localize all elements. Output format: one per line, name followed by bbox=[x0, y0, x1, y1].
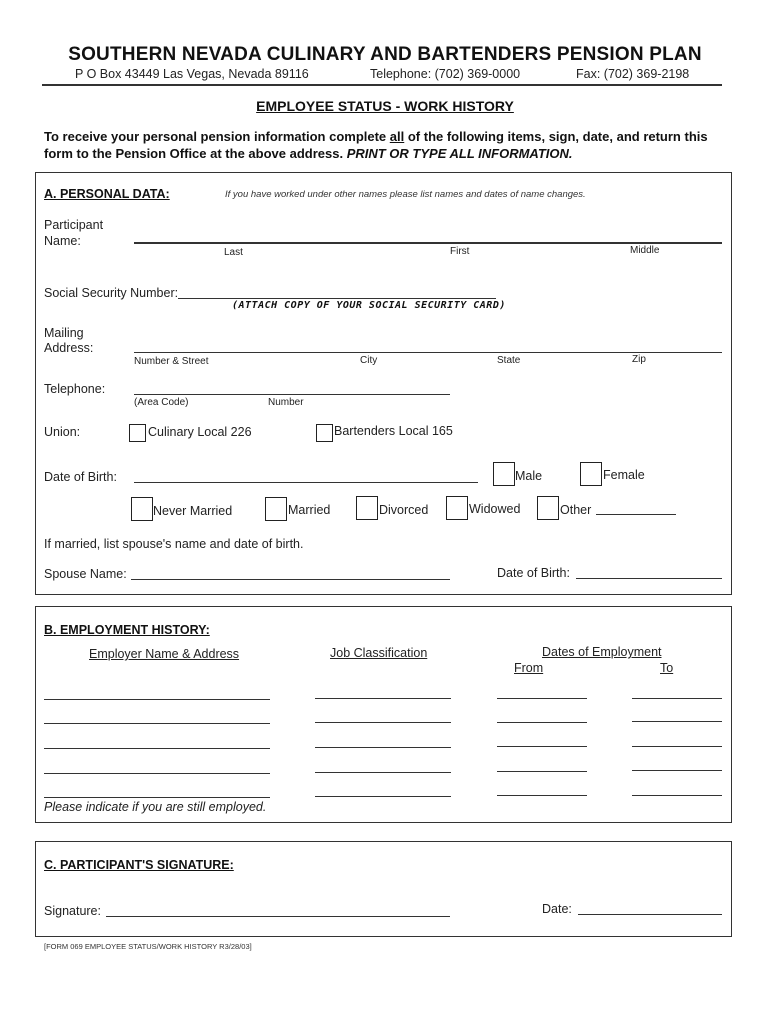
divorced-checkbox[interactable] bbox=[356, 496, 378, 520]
instructions-part2: of the following items, sign, date, and return this form to the Pension Office at the above address. bbox=[44, 129, 708, 161]
other-status-field[interactable] bbox=[596, 514, 676, 515]
plan-address: P O Box 43449 Las Vegas, Nevada 89116 bbox=[75, 67, 309, 81]
female-checkbox[interactable] bbox=[580, 462, 602, 486]
to-date-line[interactable] bbox=[632, 698, 722, 699]
instructions-emphasis: all bbox=[389, 129, 405, 144]
still-employed-note: Please indicate if you are still employed. bbox=[44, 800, 267, 814]
dob-field[interactable] bbox=[134, 482, 478, 483]
mailing-address-field[interactable] bbox=[134, 352, 722, 353]
plan-fax: Fax: (702) 369-2198 bbox=[576, 67, 690, 81]
ssn-note: (ATTACH COPY OF YOUR SOCIAL SECURITY CARD) bbox=[232, 300, 506, 311]
from-column-header: From bbox=[514, 661, 544, 675]
to-date-line[interactable] bbox=[632, 795, 722, 796]
from-date-line[interactable] bbox=[497, 795, 587, 796]
zip-caption: Zip bbox=[632, 354, 646, 365]
spouse-name-field[interactable] bbox=[131, 579, 450, 580]
form-title: EMPLOYEE STATUS - WORK HISTORY bbox=[256, 98, 514, 114]
male-label: Male bbox=[515, 469, 543, 483]
city-caption: City bbox=[360, 355, 378, 366]
job-line[interactable] bbox=[315, 747, 451, 748]
date-label: Date: bbox=[542, 902, 572, 916]
telephone-field[interactable] bbox=[134, 394, 450, 395]
bartenders-165-label: Bartenders Local 165 bbox=[334, 424, 453, 438]
mailing-label: Mailing bbox=[44, 326, 84, 340]
header-divider bbox=[42, 84, 722, 86]
section-a-title: A. PERSONAL DATA: bbox=[44, 187, 170, 201]
print-instruction: PRINT OR TYPE ALL INFORMATION. bbox=[346, 146, 573, 161]
dob-label: Date of Birth: bbox=[44, 470, 117, 484]
from-date-line[interactable] bbox=[497, 698, 587, 699]
to-column-header: To bbox=[660, 661, 674, 675]
address-label: Address: bbox=[44, 341, 94, 355]
plan-telephone: Telephone: (702) 369-0000 bbox=[370, 67, 521, 81]
widowed-label: Widowed bbox=[469, 502, 521, 516]
spouse-dob-field[interactable] bbox=[576, 578, 722, 579]
instructions-part1: To receive your personal pension information complete bbox=[44, 129, 390, 144]
married-label: Married bbox=[288, 503, 331, 517]
dates-column-header: Dates of Employment bbox=[542, 645, 662, 659]
to-date-line[interactable] bbox=[632, 746, 722, 747]
employer-line[interactable] bbox=[44, 797, 270, 798]
culinary-226-checkbox[interactable] bbox=[129, 424, 146, 442]
first-name-caption: First bbox=[450, 246, 470, 257]
from-date-line[interactable] bbox=[497, 746, 587, 747]
never-married-checkbox[interactable] bbox=[131, 497, 153, 521]
employer-line[interactable] bbox=[44, 723, 270, 724]
ssn-label: Social Security Number: bbox=[44, 286, 179, 300]
section-b-title: B. EMPLOYMENT HISTORY: bbox=[44, 623, 210, 637]
job-line[interactable] bbox=[315, 796, 451, 797]
male-checkbox[interactable] bbox=[493, 462, 515, 486]
from-date-line[interactable] bbox=[497, 722, 587, 723]
married-checkbox[interactable] bbox=[265, 497, 287, 521]
section-c-title: C. PARTICIPANT'S SIGNATURE: bbox=[44, 858, 234, 872]
plan-title: SOUTHERN NEVADA CULINARY AND BARTENDERS PENSION PLAN bbox=[68, 44, 702, 65]
divorced-label: Divorced bbox=[379, 503, 429, 517]
form-footer: [FORM 069 EMPLOYEE STATUS/WORK HISTORY R3/28/03] bbox=[44, 942, 252, 951]
from-date-line[interactable] bbox=[497, 771, 587, 772]
to-date-line[interactable] bbox=[632, 770, 722, 771]
signature-field[interactable] bbox=[106, 916, 450, 917]
job-line[interactable] bbox=[315, 698, 451, 699]
participant-label: Participant bbox=[44, 218, 104, 232]
participant-name-field[interactable] bbox=[134, 242, 722, 244]
signature-section bbox=[35, 841, 732, 937]
ssn-field[interactable] bbox=[178, 298, 496, 299]
widowed-checkbox[interactable] bbox=[446, 496, 468, 520]
employer-column-header: Employer Name & Address bbox=[89, 647, 240, 661]
spouse-name-label: Spouse Name: bbox=[44, 567, 127, 581]
job-line[interactable] bbox=[315, 772, 451, 773]
employer-line[interactable] bbox=[44, 699, 270, 700]
union-label: Union: bbox=[44, 425, 81, 439]
other-checkbox[interactable] bbox=[537, 496, 559, 520]
bartenders-165-checkbox[interactable] bbox=[316, 424, 333, 442]
middle-name-caption: Middle bbox=[630, 245, 660, 256]
job-line[interactable] bbox=[315, 722, 451, 723]
last-name-caption: Last bbox=[224, 247, 243, 258]
telephone-label: Telephone: bbox=[44, 382, 106, 396]
female-label: Female bbox=[603, 468, 645, 482]
employer-line[interactable] bbox=[44, 773, 270, 774]
employment-history-section bbox=[35, 606, 732, 823]
employer-line[interactable] bbox=[44, 748, 270, 749]
signature-date-field[interactable] bbox=[578, 914, 722, 915]
personal-data-section bbox=[35, 172, 732, 595]
job-column-header: Job Classification bbox=[330, 646, 428, 660]
name-label: Name: bbox=[44, 234, 81, 248]
other-names-note: If you have worked under other names please list names and dates of name changes. bbox=[225, 189, 586, 200]
street-caption: Number & Street bbox=[134, 356, 209, 367]
never-married-label: Never Married bbox=[153, 504, 233, 518]
area-code-caption: (Area Code) bbox=[134, 397, 189, 408]
culinary-226-label: Culinary Local 226 bbox=[148, 425, 252, 439]
phone-number-caption: Number bbox=[268, 397, 304, 408]
spouse-note: If married, list spouse's name and date of birth. bbox=[44, 537, 304, 551]
state-caption: State bbox=[497, 355, 521, 366]
instructions bbox=[44, 128, 734, 162]
other-label: Other bbox=[560, 503, 592, 517]
signature-label: Signature: bbox=[44, 904, 101, 918]
spouse-dob-label: Date of Birth: bbox=[497, 566, 570, 580]
to-date-line[interactable] bbox=[632, 721, 722, 722]
